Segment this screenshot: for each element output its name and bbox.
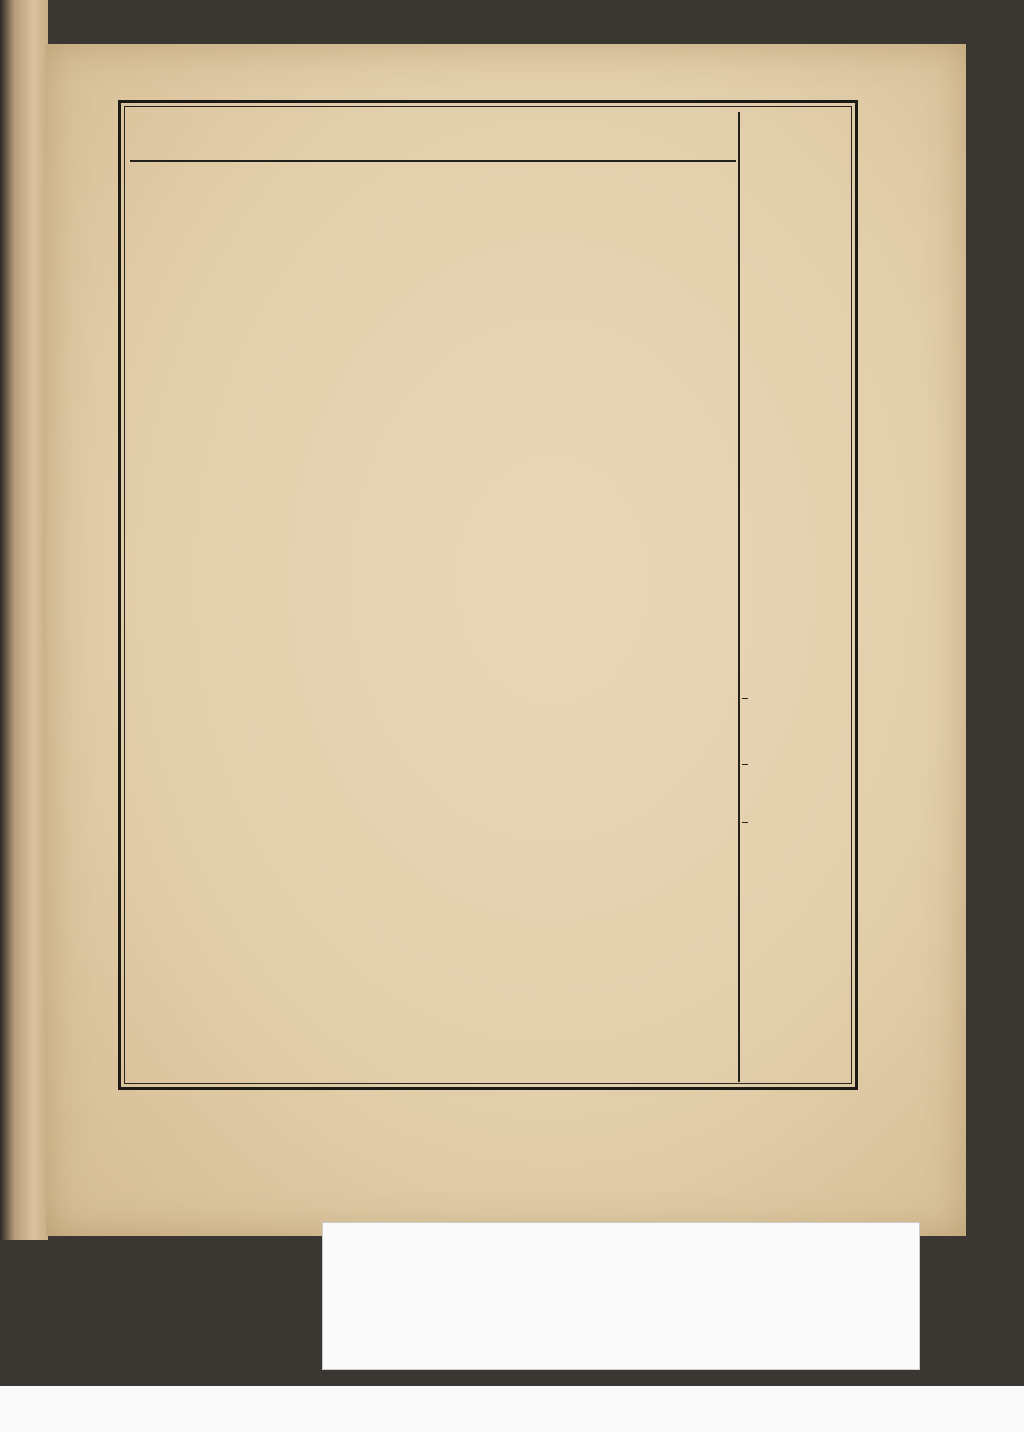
previous-page-edge (0, 0, 48, 1240)
footer-bar (0, 1386, 1024, 1432)
gray-swatches (779, 1281, 859, 1343)
margin-note (742, 696, 748, 699)
ruler-icon (399, 1275, 659, 1315)
scale-card (322, 1222, 920, 1370)
page-border-inner (124, 106, 852, 1084)
header-rule (130, 160, 736, 162)
margin-column-rule (738, 112, 740, 1082)
margin-note (742, 762, 748, 765)
hab-logo-icon (6, 1394, 50, 1424)
swatch-mid (806, 1281, 833, 1343)
ornamental-border-icon (100, 1092, 860, 1116)
margin-note (742, 820, 748, 823)
swatch-dark (832, 1281, 859, 1343)
swatch-light (779, 1281, 806, 1343)
